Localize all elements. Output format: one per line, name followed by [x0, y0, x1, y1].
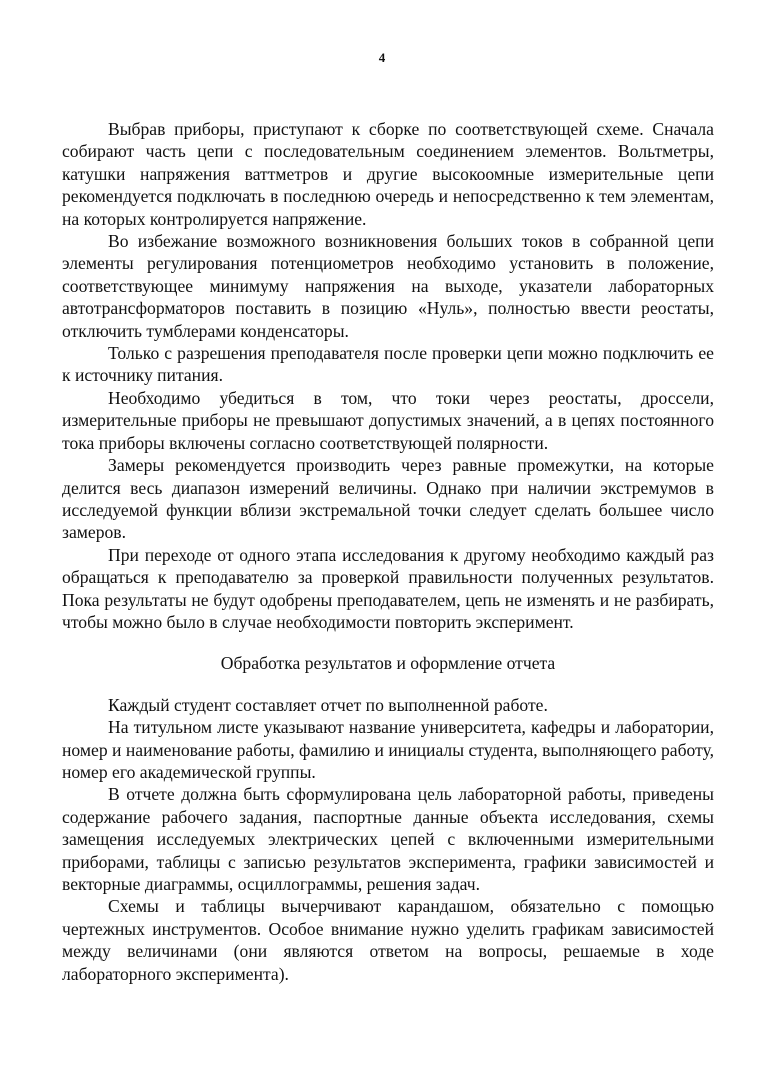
paragraph: Схемы и таблицы вычерчивают карандашом, обязательно с помощью чертежных инструментов. Особое внимание нужно уделить графикам зависимостей между величинами (они являются ответом на вопросы, решаемые в ходе лабораторного эксперимента).	[62, 896, 714, 984]
document-body	[62, 118, 714, 985]
page-number: 4	[378, 50, 386, 65]
section-heading: Обработка результатов и оформление отчета	[220, 653, 556, 674]
paragraph: При переходе от одного этапа исследования к другому необходимо каждый раз обращаться к преподавателю за проверкой правильности полученных результатов. Пока результаты не будут одобрены преподавателем, цепь не изменять и не разбирать, чтобы можно было в случае необходимости повторить эксперимент.	[62, 544, 714, 632]
paragraph: Необходимо убедиться в том, что токи через реостаты, дроссели, измерительные приборы не превышают допустимых значений, а в цепях постоянного тока приборы включены согласно соответствующей полярности.	[62, 387, 714, 453]
paragraph: Выбрав приборы, приступают к сборке по соответствующей схеме. Сначала собирают часть цепи с последовательным соединением элементов. Вольтметры, катушки напряжения ваттметров и другие высокоомные измерительные цепи рекомендуется подключать в последнюю очередь и непосредственно к тем элементам, на которых контролируется напряжение.	[62, 119, 714, 229]
paragraph: Только с разрешения преподавателя после проверки цепи можно подключить ее к источнику питания.	[62, 343, 714, 386]
paragraph: Замеры рекомендуется производить через равные промежутки, на которые делится весь диапазон измерений величины. Однако при наличии экстремумов в исследуемой функции вблизи экстремальной точки следует сделать большее число замеров.	[62, 455, 714, 543]
paragraph: В отчете должна быть сформулирована цель лабораторной работы, приведены содержание рабочего задания, паспортные данные объекта исследования, схемы замещения исследуемых электрических цепей с включенными измерительными приборами, таблицы с записью результатов эксперимента, графики зависимостей и векторные диаграммы, осциллограммы, решения задач.	[62, 784, 714, 894]
paragraph: Во избежание возможного возникновения больших токов в собранной цепи элементы регулирования потенциометров необходимо установить в положение, соответствующее минимуму напряжения на выходе, указатели лабораторных автотрансформаторов поставить в позицию «Нуль», полностью ввести реостаты, отключить тумблерами конденсаторы.	[62, 231, 714, 341]
paragraph: Каждый студент составляет отчет по выполненной работе.	[108, 694, 548, 715]
paragraph: На титульном листе указывают название университета, кафедры и лаборатории, номер и наименование работы, фамилию и инициалы студента, выполняющего работу, номер его академической группы.	[62, 717, 714, 782]
